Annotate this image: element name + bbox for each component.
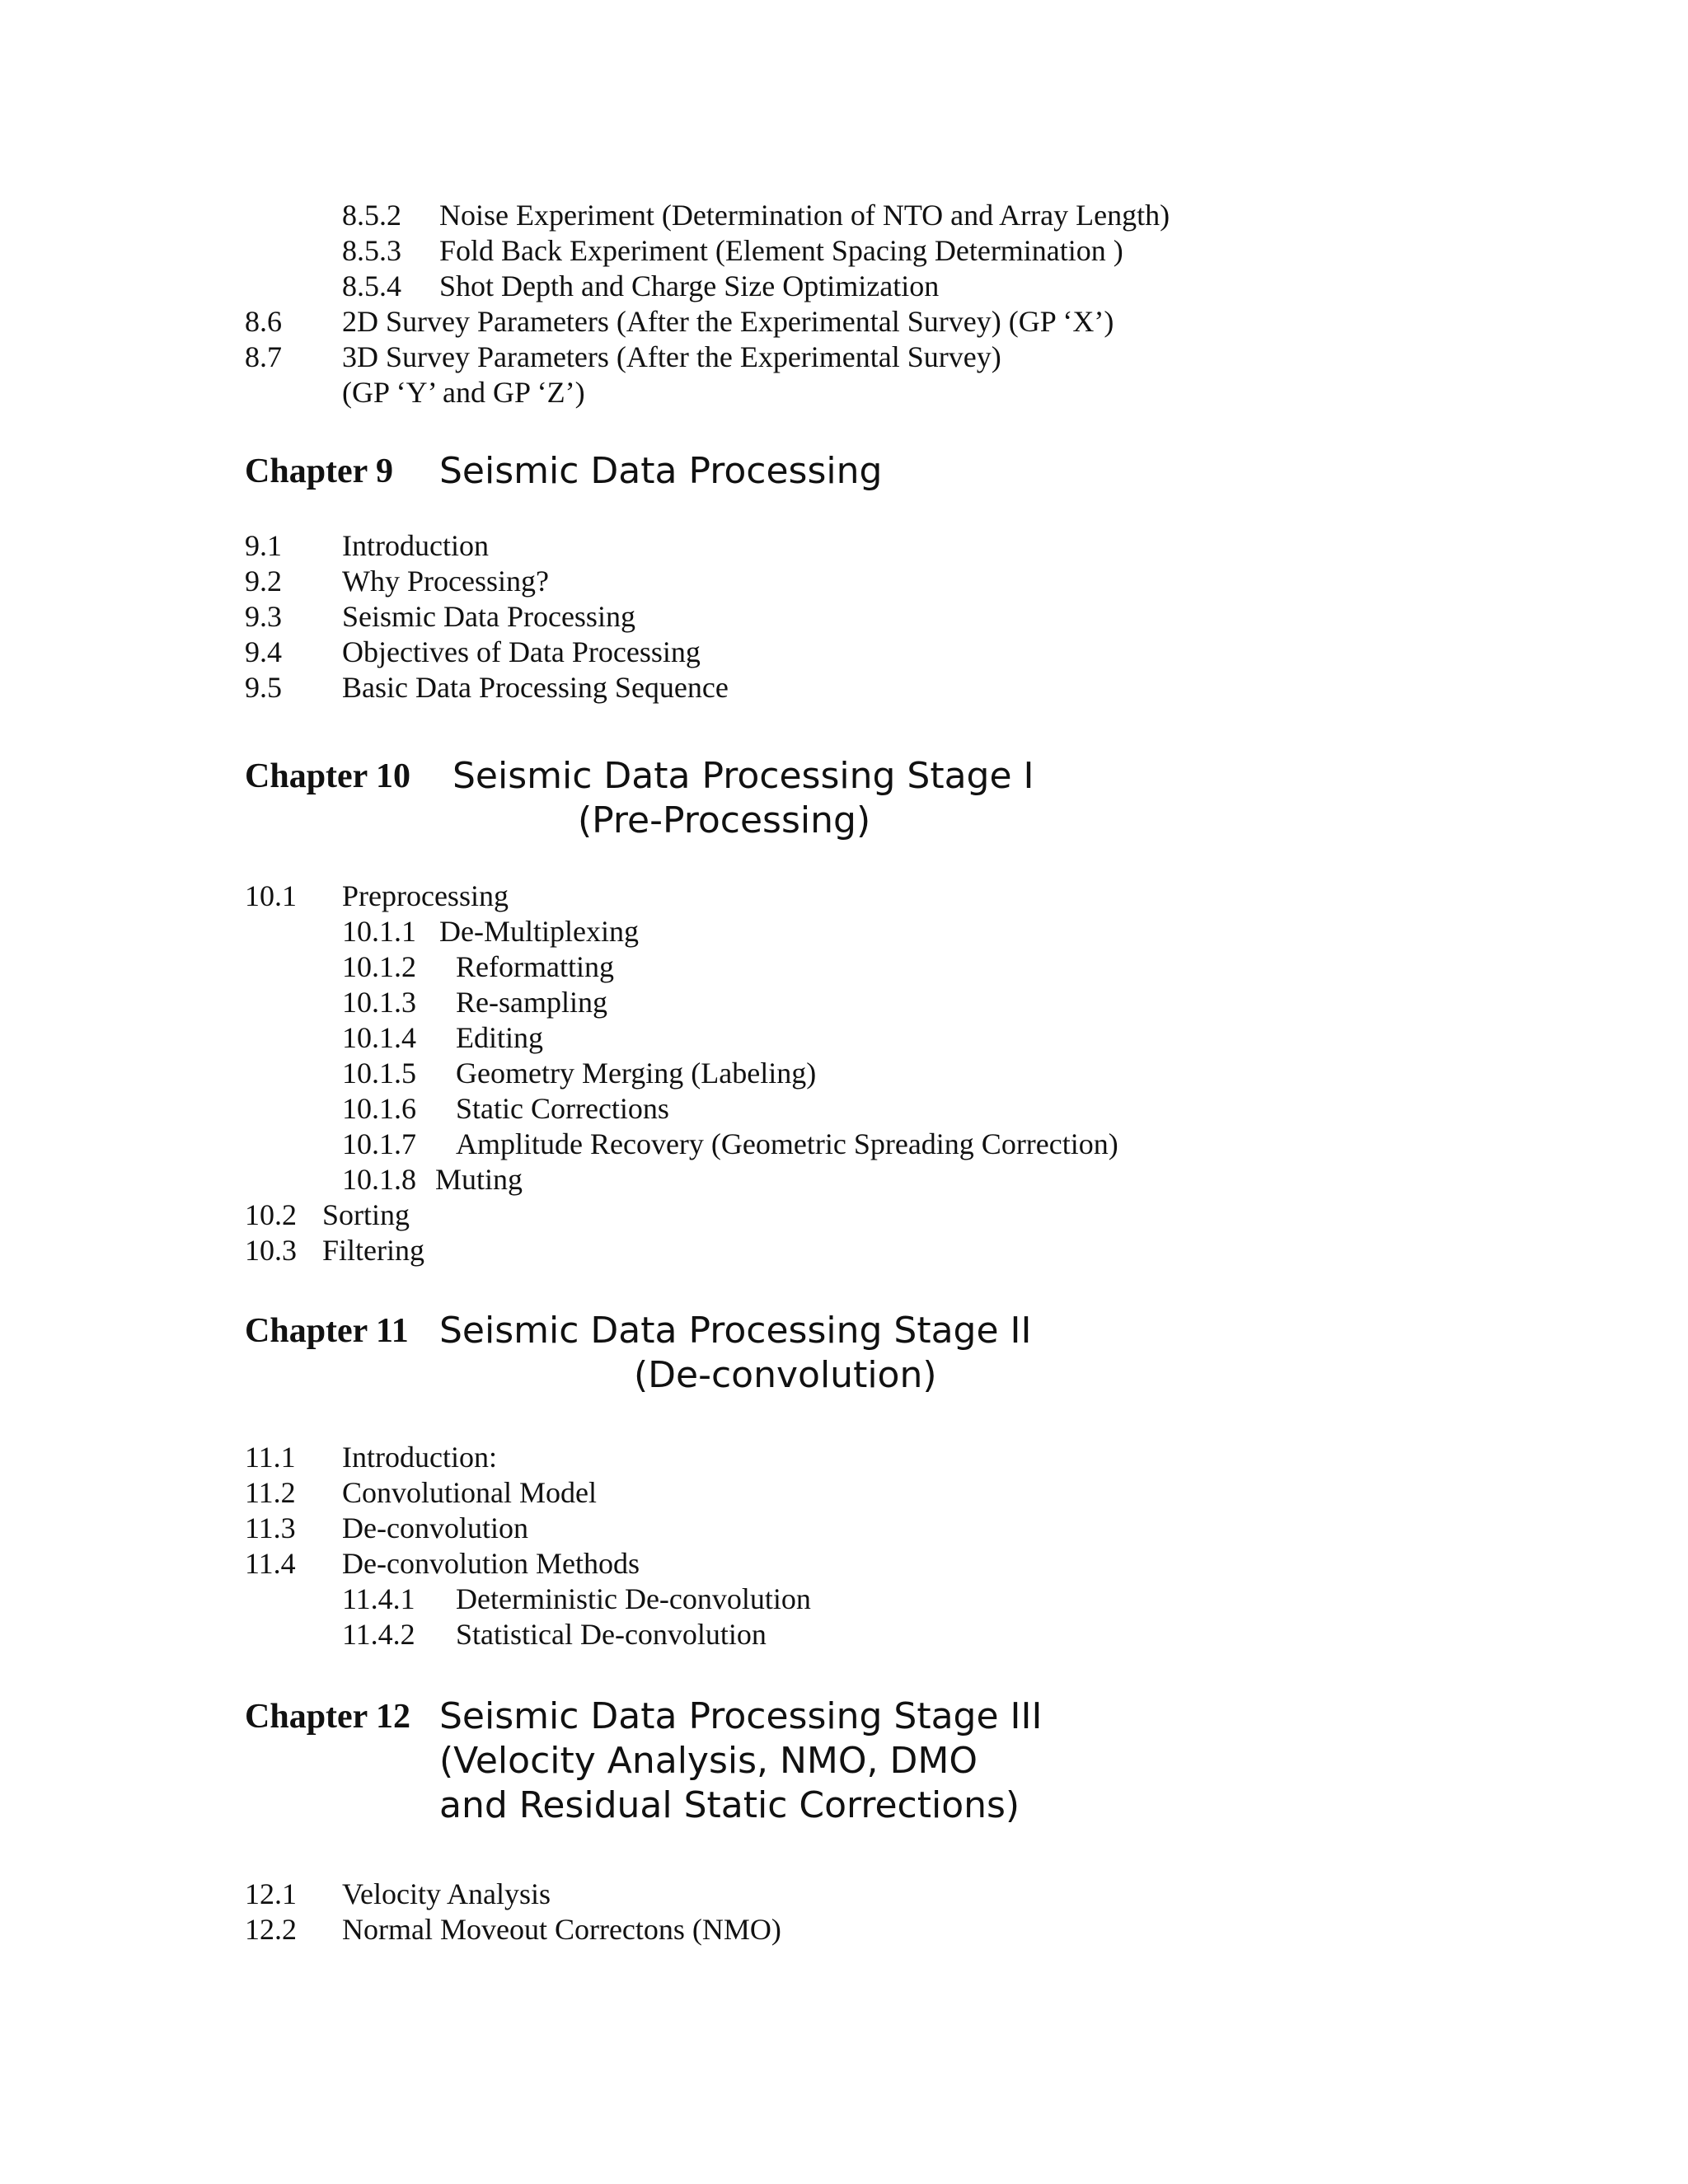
entry-title: 3D Survey Parameters (After the Experimental Survey) — [342, 340, 1001, 373]
entry-number: 11.2 — [245, 1476, 296, 1509]
entry-number: 9.2 — [245, 565, 282, 598]
entry-title: De-Multiplexing — [439, 915, 639, 948]
entry-title: Amplitude Recovery (Geometric Spreading Correction) — [456, 1127, 1118, 1160]
entry-number: 11.4 — [245, 1547, 296, 1580]
entry-number: 11.4.1 — [342, 1582, 415, 1615]
entry-number: 11.1 — [245, 1441, 296, 1474]
entry-number: 9.3 — [245, 600, 282, 633]
entry-title: Preprocessing — [342, 879, 509, 912]
entry-number: 11.3 — [245, 1511, 296, 1544]
entry-number: 12.1 — [245, 1877, 297, 1910]
chapter-label: Chapter 9 — [245, 452, 394, 490]
entry-number: 8.5.4 — [342, 269, 401, 302]
chapter-subtitle: (Velocity Analysis, NMO, DMO — [439, 1740, 978, 1782]
entry-title: Convolutional Model — [342, 1476, 597, 1509]
entry-number: 8.6 — [245, 305, 282, 338]
entry-title: De-convolution — [342, 1511, 528, 1544]
entry-title: Editing — [456, 1021, 543, 1054]
entry-title: Why Processing? — [342, 565, 549, 598]
entry-number: 10.1.2 — [342, 950, 416, 983]
chapter-subtitle: (Pre-Processing) — [578, 799, 871, 841]
entry-title: Re-sampling — [456, 986, 607, 1019]
chapter-title: Seismic Data Processing Stage II — [439, 1310, 1032, 1352]
chapter-subtitle: (De-convolution) — [634, 1354, 937, 1396]
entry-title: Introduction: — [342, 1441, 497, 1474]
entry-number: 9.5 — [245, 671, 282, 704]
entry-number: 8.7 — [245, 340, 282, 373]
entry-title: Sorting — [322, 1198, 410, 1231]
entry-number: 8.5.3 — [342, 234, 401, 267]
entry-title: Seismic Data Processing — [342, 600, 635, 633]
entry-title: Noise Experiment (Determination of NTO and Array Length) — [439, 199, 1170, 232]
entry-title: Deterministic De-convolution — [456, 1582, 811, 1615]
entry-number: 10.2 — [245, 1198, 297, 1231]
entry-number: 11.4.2 — [342, 1618, 415, 1651]
chapter-label: Chapter 12 — [245, 1698, 411, 1736]
entry-title: Shot Depth and Charge Size Optimization — [439, 269, 940, 302]
entry-number: 10.1.3 — [342, 986, 416, 1019]
entry-number: 10.1.8 — [342, 1163, 416, 1196]
entry-number: 9.1 — [245, 529, 282, 562]
entry-title: Statistical De-convolution — [456, 1618, 767, 1651]
entry-title: Filtering — [322, 1234, 424, 1267]
entry-title: 2D Survey Parameters (After the Experimental Survey) (GP ‘X’) — [342, 305, 1114, 338]
entry-number: 10.3 — [245, 1234, 297, 1267]
entry-title: Static Corrections — [456, 1092, 669, 1125]
entry-title: Fold Back Experiment (Element Spacing Determination ) — [439, 234, 1123, 267]
entry-number: 10.1.6 — [342, 1092, 416, 1125]
entry-number: 8.5.2 — [342, 199, 401, 232]
entry-number: 10.1 — [245, 879, 297, 912]
entry-title: (GP ‘Y’ and GP ‘Z’) — [342, 376, 585, 409]
entry-title: Reformatting — [456, 950, 614, 983]
chapter-title: Seismic Data Processing Stage III — [439, 1695, 1043, 1737]
chapter-label: Chapter 10 — [245, 757, 411, 795]
entry-title: Objectives of Data Processing — [342, 635, 701, 668]
entry-title: Velocity Analysis — [342, 1877, 551, 1910]
chapter-title: Seismic Data Processing Stage I — [452, 755, 1034, 797]
entry-title: Muting — [435, 1163, 523, 1196]
entry-number: 10.1.4 — [342, 1021, 416, 1054]
entry-number: 10.1.5 — [342, 1057, 416, 1090]
entry-title: Normal Moveout Correctons (NMO) — [342, 1913, 781, 1946]
entry-title: De-convolution Methods — [342, 1547, 640, 1580]
entry-title: Geometry Merging (Labeling) — [456, 1057, 817, 1090]
chapter-subtitle: and Residual Static Corrections) — [439, 1784, 1020, 1826]
chapter-label: Chapter 11 — [245, 1312, 409, 1350]
entry-title: Basic Data Processing Sequence — [342, 671, 729, 704]
chapter-title: Seismic Data Processing — [439, 450, 883, 492]
entry-number: 10.1.7 — [342, 1127, 416, 1160]
entry-number: 10.1.1 — [342, 915, 416, 948]
entry-title: Introduction — [342, 529, 489, 562]
entry-number: 9.4 — [245, 635, 282, 668]
entry-number: 12.2 — [245, 1913, 297, 1946]
